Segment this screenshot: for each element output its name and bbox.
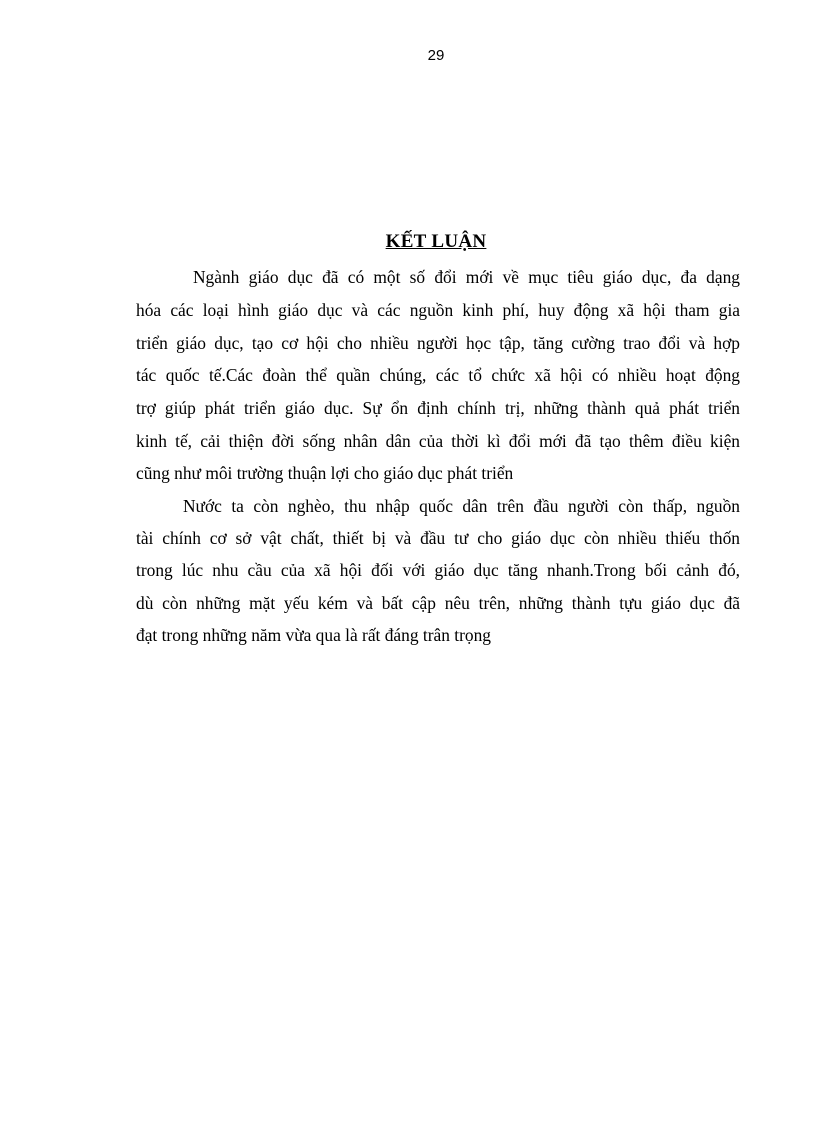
paragraph-line: hóa các loại hình giáo dục và các nguồn kinh phí, huy động xã hội tham gia [136, 300, 740, 320]
paragraph-line: Ngành giáo dục đã có một số đổi mới về mục tiêu giáo dục, đa dạng [193, 267, 740, 287]
paragraph-line: triển giáo dục, tạo cơ hội cho nhiều người học tập, tăng cường trao đổi và hợp [136, 333, 740, 353]
page-title: KẾT LUẬN [385, 231, 487, 252]
paragraph-line: tài chính cơ sở vật chất, thiết bị và đầu tư cho giáo dục còn nhiều thiếu thốn [136, 528, 740, 548]
paragraph-line: Nước ta còn nghèo, thu nhập quốc dân trên đầu người còn thấp, nguồn [183, 496, 740, 516]
paragraph-line: dù còn những mặt yếu kém và bất cập nêu trên, những thành tựu giáo dục đã [136, 593, 740, 613]
paragraph-line: tác quốc tế.Các đoàn thể quần chúng, các tổ chức xã hội có nhiều hoạt động [136, 365, 740, 385]
paragraph-line: trong lúc nhu cầu của xã hội đối với giáo dục tăng nhanh.Trong bối cảnh đó, [136, 560, 740, 580]
paragraph-line: cũng như môi trường thuận lợi cho giáo dục phát triển [136, 463, 514, 483]
paragraph-line: kinh tế, cải thiện đời sống nhân dân của thời kì đổi mới đã tạo thêm điều kiện [136, 431, 740, 451]
paragraph-line: đạt trong những năm vừa qua là rất đáng trân trọng [136, 625, 491, 645]
page-number: 29 [427, 47, 445, 64]
paragraph-line: trợ giúp phát triển giáo dục. Sự ổn định chính trị, những thành quả phát triển [136, 398, 740, 418]
